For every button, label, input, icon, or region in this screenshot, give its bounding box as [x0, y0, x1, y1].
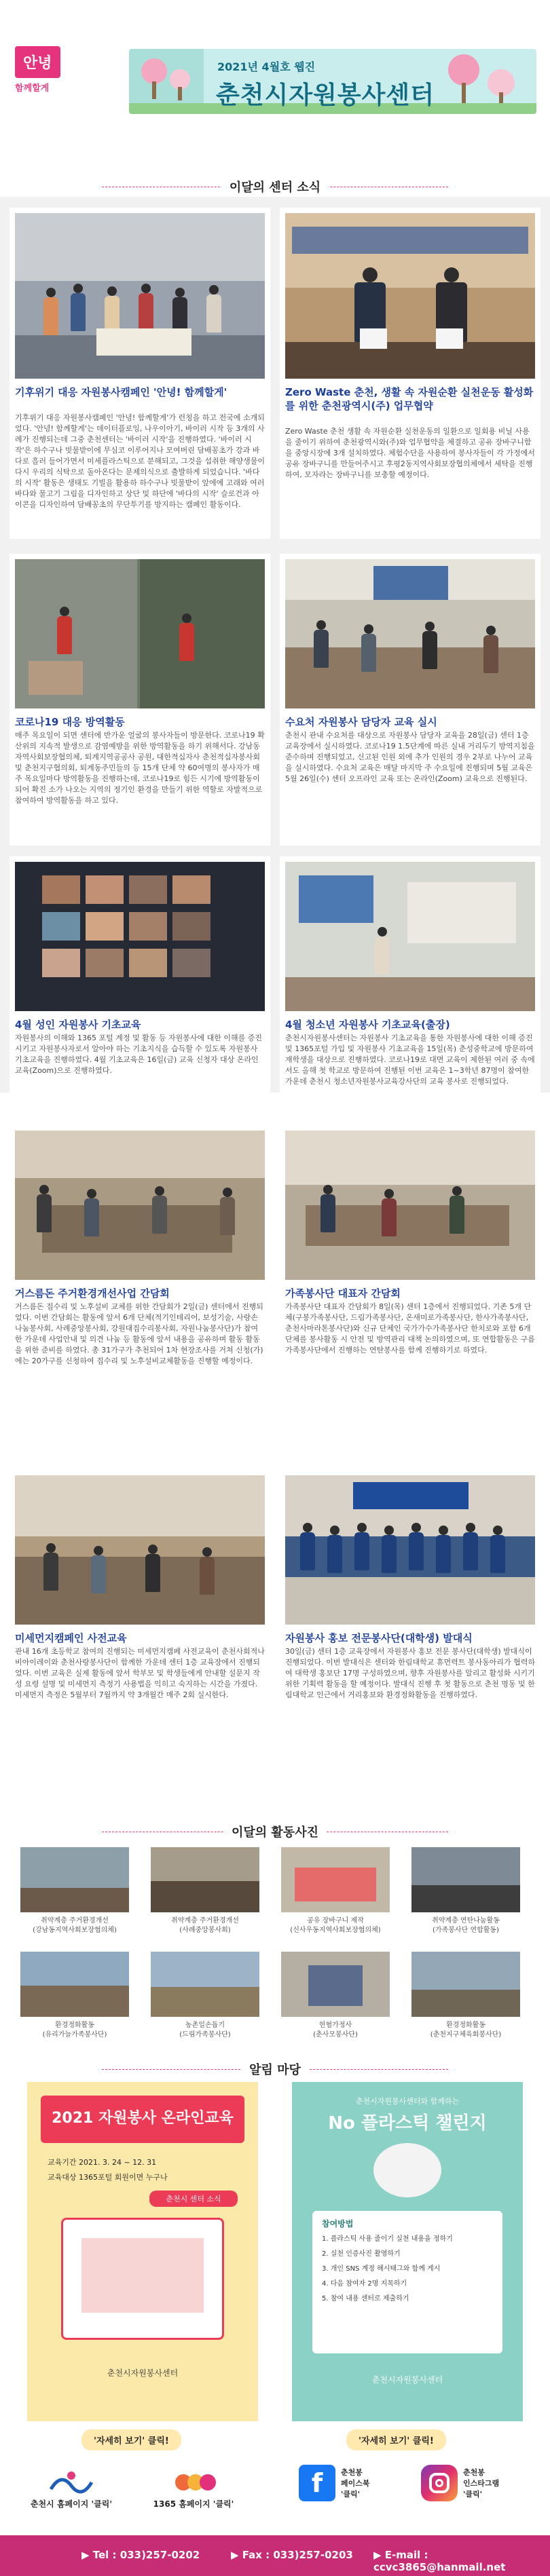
activity-caption: 환경정화활동 (유리가늘가족봉사단)	[42, 2022, 107, 2039]
link-label: 춘천시 홈페이지 '클릭'	[30, 2499, 113, 2509]
activity-photo	[151, 1847, 259, 1912]
poster-sub: 춘천시자원봉사센터와 함께하는	[355, 2097, 460, 2106]
news-card[interactable]	[10, 208, 270, 539]
news-body: Zero Waste 춘천 생활 속 자원순환 실천운동의 일환으로 일회용 비닐 사용을 줄이기 위하여 춘천광역시와(주)와 업무협약을 체결하고 공유 장바구니함을 중앙시장에 3개 설치하였다. 체험수단을 사용하여 봉사자들이 각 가정에서 공유 장바구니를 만들어주시고 후평2동지역사회보장협의체에서 세탁을 진행하여, 모자라는 장바구니를 보충할 예정이다.	[285, 427, 535, 479]
news-photo	[285, 213, 535, 379]
activity-photo	[411, 1952, 520, 2017]
news-title: 4월 청소년 자원봉사 기초교육(출장)	[285, 1019, 450, 1031]
footer-email[interactable]: ▶ E-mail : ccvc3865@hanmail.net	[373, 2549, 506, 2573]
news-body: 춘천시자원봉사센터는 자원봉사 기초교육을 통한 자원봉사에 대한 이해 증진 및 1365포털 가입 및 자원봉사 기초교육을 15일(목) 춘성중학교에 방문하여 재학생을 대상으로 진행하였다. 코로나19로 대면 교육이 제한된 여러 중 속에서도 올해 첫 학교로 방문하여 진행된 이번 교육은 1~3학년 87명이 참여한 가운데 춘천시 청소년자원봉사교육강사단의 교육 봉사로 진행되었다.	[285, 1034, 535, 1086]
news-body: 매주 목요일이 되면 센터에 반가운 얼굴의 봉사자들이 방문한다. 코로나19 확산위의 지속적 발생으로 감염예방을 위한 방역활동을 하기 위해서다. 강남동자역사회보장협의체, 퇴계지역공공사 공원, 대한적십자사 춘천적십자봉사회 및 춘천지구협의회, 퇴계동주민들의 등 15개 단체 약 60여명의 봉사자가 매주 목요일마다 방역활동을 진행하는데, 코로나19로 힘든 시기에 방역활동이 되어 확진 소가 나오는 지역의 정기인 환경을 만들기 위한 역할로 자발적으로 참여하여 방역활동을 하고 있다.	[15, 731, 265, 805]
activity-item[interactable]	[20, 1847, 129, 1935]
news-body: 자원봉사의 이해와 1365 포털 계정 및 활동 등 자원봉사에 대한 이해를 증진 시키고 자원봉사자로서 알아야 하는 기초지식을 습득할 수 있도록 자원봉사 기초교육을 진행하였다. 4월 기초교육은 16일(금) 교육 신청자 대상 온라인 교육(Zoom)으로 진행하였다.	[15, 1034, 262, 1075]
news-body: 거스름돈 집수리 및 노후설비 교체를 위한 간담회가 2일(금) 센터에서 진행되었다. 이번 간담회는 활동에 앞서 6개 단체(적기인테리어, 보성기술, 사랑손나눔봉사회, 사례중앙봉사회, 강원대집수리봉사회, 자원나눔봉사단)가 참여한 가운데 사업안내 및 의견 나눔 등 활동에 앞서 내용을 공유하며 활동 활동을 위한 준비를 하였다. 총 31가구가 추천되어 1차 현장조사를 거쳐 신청(가)에는 20가구를 신청하여 집수리 및 노후설비교체활동을 진행할 예정이다.	[15, 1302, 263, 1365]
section-heading-activities: 이달의 활동사진	[0, 1823, 550, 1840]
poster-footer: 춘천시자원봉사센터	[107, 2368, 179, 2378]
poster-title: No 플라스틱 챌린지	[328, 2113, 487, 2134]
activity-caption: 농촌일손돕기 (드림가족봉사단)	[179, 2022, 231, 2039]
news-photo	[285, 1475, 535, 1625]
news-body: 가족봉사단 대표자 간담회가 8일(목) 센터 1층에서 진행되었다. 기존 5개 단체(구봉가족봉사단, 드림가족봉사단, 온새미로가족봉사단, 한사가족봉사단, 춘천사마라톤봉사단)와 신규 단체인 국가가수가족봉사단 한치로와 포함 6개 단체를 봉사활동 시 안전 및 방역관리 대책 논의하였으며, 또 연합활동은 구름가족봉사단에서 진행하는 연탄봉사를 함께 진행하기로 하였다.	[285, 1302, 535, 1355]
news-photo	[15, 862, 265, 1011]
section-heading-notice: 알림 마당	[0, 2060, 550, 2078]
activity-caption: 취약계층 주거환경개선 (강남동지역사회보장협의체)	[33, 1917, 117, 1934]
activity-item[interactable]	[411, 1952, 520, 2040]
news-body: 춘천시 관내 수요처를 대상으로 자원봉사 담당자 교육을 28일(금) 센터 1층 교육장에서 실시하였다. 코로나19 1.5단계에 따른 실내 거리두기 방역지침을 준수하며 진행되었고, 신고된 인원 외에 추가 인원의 경우 2부로 나누어 교육을 실시하였다. 수요처 교육은 매달 마지막 주 수요일에 진행되며 5월 교육은 5월 26일(수) 센터 오프라인 교육 또는 온라인(Zoom) 교육으로 진행된다.	[285, 731, 535, 783]
activity-caption: 취약계층 연탄나눔활동 (가족봉사단 연합활동)	[432, 1917, 500, 1934]
poster-body: 참여방법	[322, 2219, 354, 2229]
news-photo	[15, 1131, 265, 1280]
news-body: 기후위기 대응 자원봉사캠페인 '안녕! 함께할게'가 런칭을 하고 전국에 소개되었다. '안녕! 함께할게'는 데이터플로잉, 나우이아기, 바이러 시작 등 3개의 사례가 진행되는데 그중 춘천센터는 '바이러 시작'을 진행하였다. '바이러 시작'은 하수구나 빗물받이에 무심코 이루어지나 모여버린 담배꽁초가 강과 바다로 흘러 들어가면서 미세플라스틱으로 분해되고, 그것을 섭취한 해양생물이 다시 우리의 식탁으로 돌아온다는 문제의식으로 출발하게 되었습니다. '바다의 시작' 활동은 생태도 기빌을 활용하 하수구나 빗물받이 앞에에 고래와 여러 바다와 물고기 그림을 디자인하고 상단 및 하단에 '바다의 시작' 슬로건과 아이콘을 디자인하여 담배꽁초의 무단투기를 방지하는 캠페인 활동이다.	[15, 413, 265, 509]
poster-line: 교육대상 1365포털 회원이면 누구나	[48, 2173, 168, 2182]
phone-icon: ▶	[81, 2549, 93, 2561]
banner-subtitle: 2021년 4월호 웹진	[217, 60, 316, 73]
activity-item[interactable]	[411, 1847, 520, 1935]
news-card[interactable]	[280, 208, 540, 539]
notice-detail-link[interactable]: '자세히 보기' 클릭!	[81, 2429, 181, 2450]
facebook-icon: f	[299, 2465, 335, 2501]
news-title: Zero Waste 춘천, 생활 속 자원순환 실천운동 활성화를 위한 춘천광역시(주) 업무협약	[285, 386, 534, 412]
poster-step: 3. 개인 SNS 계정 해시태그와 함께 게시	[322, 2265, 441, 2273]
news-photo	[15, 213, 265, 379]
header	[0, 0, 550, 136]
link-label: 춘천봉 인스타그램 '클릭'	[463, 2468, 500, 2499]
news-card[interactable]	[280, 1125, 540, 1485]
link-facebook[interactable]	[299, 2465, 394, 2501]
activity-photo	[281, 1847, 390, 1912]
news-photo	[15, 1475, 265, 1625]
activity-caption: 취약계층 주거환경개선 (사례중앙봉사회)	[171, 1917, 239, 1934]
notice-poster-no-plastic[interactable]	[292, 2082, 523, 2421]
news-title: 기후위기 대응 자원봉사캠페인 '안녕! 함께할게'	[15, 386, 227, 398]
chuncheon-logo-icon	[48, 2469, 95, 2496]
link-chuncheon-homepage[interactable]	[20, 2469, 122, 2509]
notice-poster-online-education[interactable]	[27, 2082, 258, 2421]
logo[interactable]	[15, 46, 110, 94]
activity-item[interactable]	[281, 1847, 390, 1935]
activity-caption: 헌혈가정사 (춘사모봉사단)	[313, 2022, 358, 2039]
news-card[interactable]	[280, 554, 540, 846]
activity-photo	[411, 1847, 520, 1912]
poster-title: 2021 자원봉사 온라인교육	[52, 2110, 234, 2127]
activity-photo	[281, 1952, 390, 2017]
activity-photo	[20, 1952, 129, 2017]
news-card[interactable]	[10, 1470, 270, 1755]
poster-step: 2. 실천 인증사진 촬영하기	[322, 2250, 401, 2258]
activity-item[interactable]	[151, 1847, 259, 1935]
link-label: 춘천봉 페이스북 '클릭'	[341, 2468, 370, 2499]
poster-footer: 춘천시자원봉사센터	[371, 2375, 443, 2385]
footer-fax: ▶ Fax : 033)257-0203	[231, 2549, 353, 2561]
news-body: 관내 16개 초등학교 참여의 진행되는 미세먼지캠페 사전교육이 춘천사회적나비아이레이와 춘천사랑봉사단이 함께한 가운데 센터 1층 교육장에서 진행되었다. 이번 교육은 실제 활동에 앞서 학부모 및 학생들에게 안내할 설문지 작성 요령 설명 및 미세먼지 측정기 사용법을 익히고 숙지하는 시간을 가졌다. 미세먼지 측정은 5월부터 7월까지 약 3개월간 매주 2회 실시한다.	[15, 1647, 265, 1699]
fax-icon: ▶	[231, 2549, 242, 2561]
news-photo	[285, 1131, 535, 1280]
news-card[interactable]	[10, 1125, 270, 1485]
footer-contact-bar	[0, 2535, 550, 2576]
activity-photo	[20, 1847, 129, 1912]
news-title: 미세먼지캠페인 사전교육	[15, 1632, 127, 1644]
activity-caption: 환경정화활동 (춘천지구체육회봉사단)	[430, 2022, 502, 2039]
news-title: 거스름돈 주거환경개선사업 간담회	[15, 1287, 170, 1300]
news-photo	[15, 559, 265, 708]
poster-line: 교육기간 2021. 3. 24 ~ 12. 31	[48, 2158, 157, 2167]
activity-item[interactable]	[151, 1952, 259, 2040]
news-title: 자원봉사 홍보 전문봉사단(대학생) 발대식	[285, 1632, 473, 1644]
notice-detail-link[interactable]: '자세히 보기' 클릭!	[346, 2429, 446, 2450]
link-instagram[interactable]	[421, 2465, 523, 2501]
news-card[interactable]	[10, 554, 270, 846]
news-card[interactable]	[10, 856, 270, 1114]
logo-main: 안녕	[15, 46, 60, 78]
news-photo	[285, 559, 535, 708]
instagram-icon	[421, 2465, 458, 2501]
activity-caption: 공유 장바구니 제작 (신사우동지역사회보장협의체)	[290, 1917, 381, 1934]
activity-item[interactable]	[281, 1952, 390, 2040]
news-body: 30일(금) 센터 1층 교육장에서 자원봉사 홍보 전문 봉사단(대학생) 발대식이 진행되었다. 이번 발대식은 센터와 한림대학교 휴먼력트 봉사동아리가 협력하여 대학생 홍보단 17명 구성하였으며, 향후 자원봉사를 알리고 활성화 시키기 위한 기획력 활동을 할 예정이다. 발대식 진행 후 첫 활동으로 춘천 명동 및 한림대학교 인근에서 거리홍보와 환경정화활동을 진행하였다.	[285, 1647, 536, 1699]
mail-icon: ▶	[373, 2549, 385, 2561]
logo-sub: 함께할게	[15, 83, 50, 94]
poster-step: 5. 참여 내용 센터로 제출하기	[322, 2295, 409, 2303]
activity-photo	[151, 1952, 259, 2017]
news-title: 가족봉사단 대표자 간담회	[285, 1287, 401, 1300]
link-1365-homepage[interactable]	[143, 2469, 244, 2509]
poster-tag: 춘천시 센터 소식	[149, 2191, 238, 2207]
poster-step: 1. 플라스틱 사용 줄이기 실천 내용을 정하기	[322, 2235, 453, 2243]
activity-item[interactable]	[20, 1952, 129, 2040]
banner	[129, 49, 536, 114]
volunteer-1365-logo-icon	[170, 2469, 217, 2496]
news-title: 수요처 자원봉사 담당자 교육 실시	[285, 716, 437, 728]
banner-title: 춘천시자원봉사센터	[216, 81, 435, 109]
news-photo	[285, 862, 535, 1011]
footer-tel[interactable]: ▶ Tel : 033)257-0202	[81, 2549, 200, 2561]
news-title: 코로나19 대응 방역활동	[15, 716, 125, 728]
news-title: 4월 성인 자원봉사 기초교육	[15, 1019, 141, 1031]
news-card[interactable]	[280, 856, 540, 1114]
section-heading-news: 이달의 센터 소식	[0, 178, 550, 195]
link-label: 1365 홈페이지 '클릭'	[153, 2499, 234, 2509]
news-card[interactable]	[280, 1470, 540, 1755]
poster-step: 4. 다음 참여자 2명 지목하기	[322, 2280, 407, 2288]
